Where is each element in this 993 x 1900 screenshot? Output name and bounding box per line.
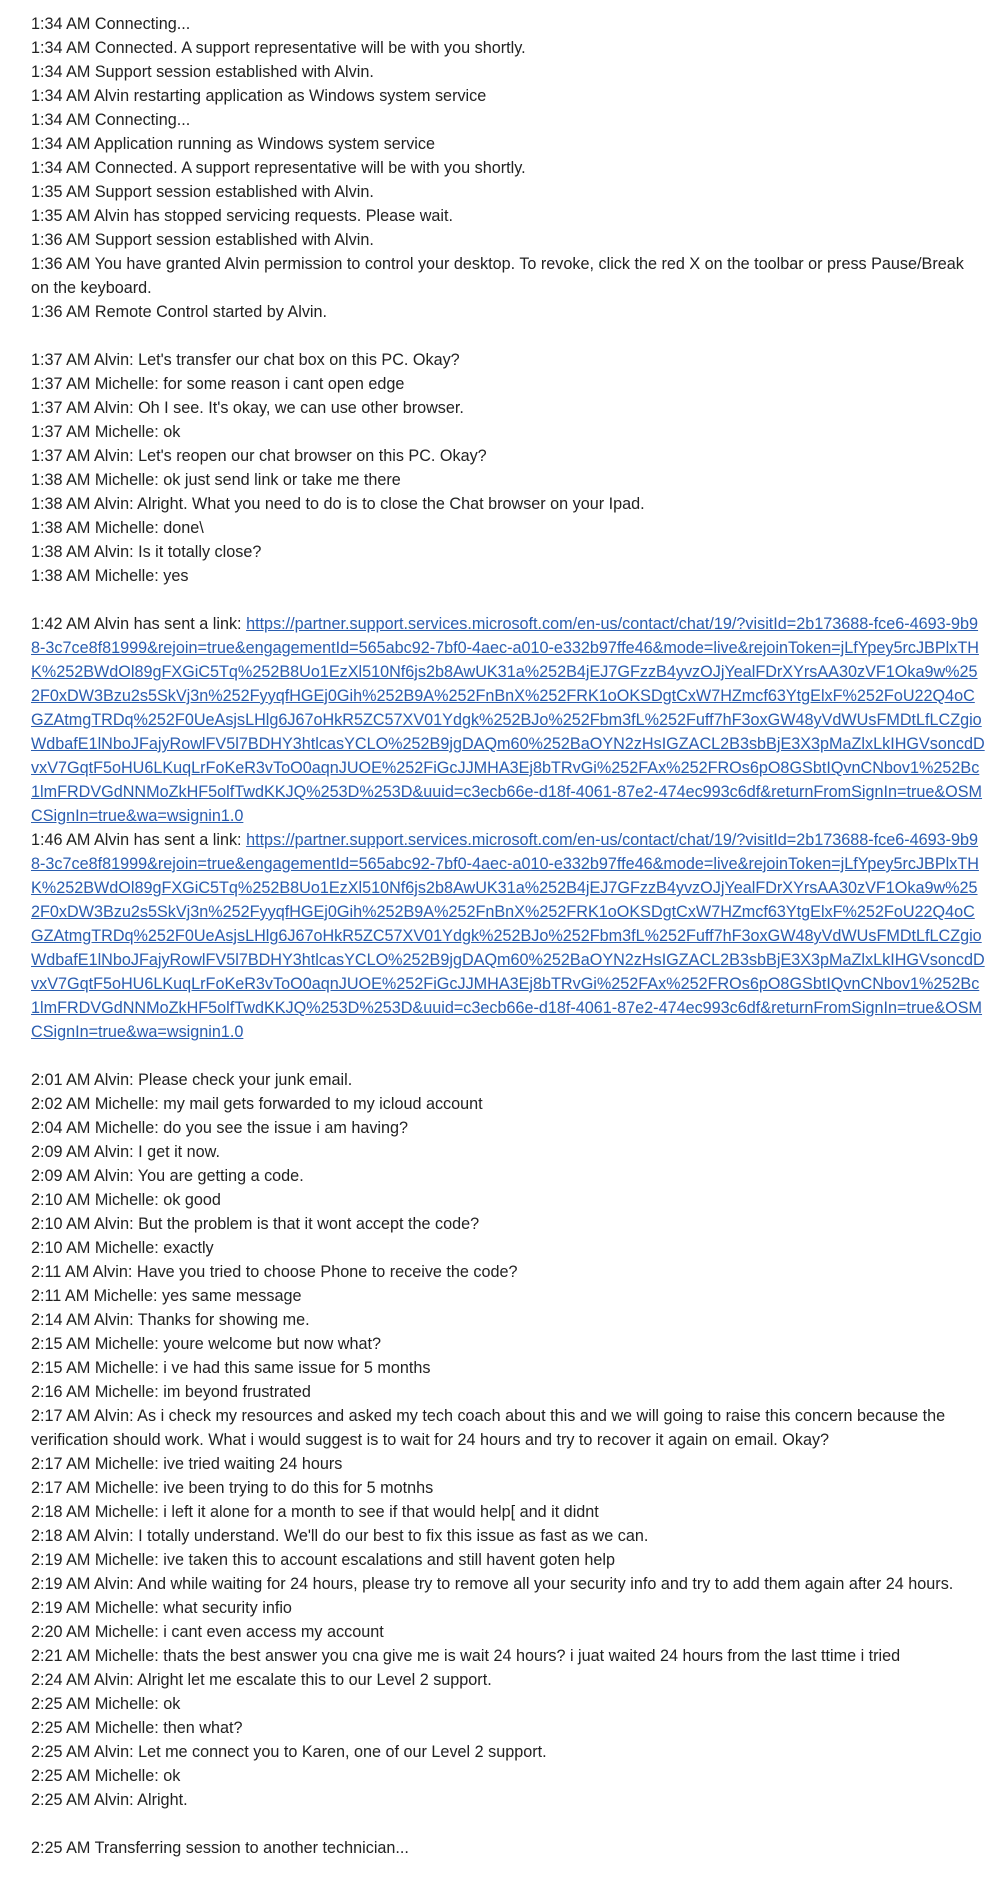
chat-message: 2:16 AM Michelle: im beyond frustrated — [31, 1383, 311, 1401]
spacer — [31, 1044, 986, 1068]
chat-link[interactable]: https://partner.support.services.microsoft.com/en-us/contact/chat/19/?visitId=2b173688-fce6-4693-9b98-3c7ce8f81999&rejoin=true&engagementId=565abc92-7bf0-4aec-a010-e332b97ffe46&mode=live&rejoinToken=jLfYpey5rcJBPlxTHK%252BWdOl89gFXGiC5Tq%252B8Uo1EzXl510Nf6js2b8AwUK31a%252B4jEJ7GFzzB4yvzOJjYealFDrXYrsAA30zVF1Oka9w%252F0xDW3Bzu2s5SkVj3n%252FyyqfHGEj0Gih%252B9A%252FnBnX%252FRK1oOKSDgtCxW7HZmcf63YtgElxF%252FoU22Q4oCGZAtmgTRDq%252F0UeAsjsLHlg6J67oHkR5ZC57XV01Ydgk%252BJo%252Fbm3fL%252Fuff7hF3oxGW48yVdWUsFMDtLfLCZgioWdbafE1lNboJFajyRowlFV5l7BDHY3htlcasYCLO%252B9jgDAQm60%252BaOYN2zHsIGZACL2B3sbBjE3X3pMaZlxLkIHGVsoncdDvxV7GqtF5oHU6LKuqLrFoKeR3vToO0aqnJUOE%252FiGcJJMHA3Ej8bTRvGi%252FAx%252FROs6pO8GSbtIQvnCNbov1%252Bc1lmFRDVGdNNMoZkHF5olfTwdKKJQ%253D%253D&uuid=c3ecb66e-d18f-4061-87e2-474ec993c6df&returnFromSignIn=true&OSMCSignIn=true&wa=wsignin1.0 — [31, 831, 985, 1041]
chat-message: 1:37 AM Alvin: Oh I see. It's okay, we can use other browser. — [31, 399, 464, 417]
link-message-prefix: 1:46 AM Alvin has sent a link: — [31, 831, 247, 849]
log-line: 1:35 AM Support session established with Alvin. — [31, 183, 374, 201]
chat-message: 1:38 AM Alvin: Alright. What you need to do is to close the Chat browser on your Ipad. — [31, 495, 645, 513]
chat-message: 2:20 AM Michelle: i cant even access my account — [31, 1623, 384, 1641]
chat-message: 1:38 AM Michelle: yes — [31, 567, 189, 585]
spacer — [31, 1812, 986, 1836]
log-line: 1:34 AM Connected. A support representative will be with you shortly. — [31, 159, 526, 177]
chat-message: 1:37 AM Alvin: Let's reopen our chat browser on this PC. Okay? — [31, 447, 487, 465]
log-line: 1:34 AM Connecting... — [31, 111, 191, 129]
chat-message: 2:01 AM Alvin: Please check your junk email. — [31, 1071, 353, 1089]
sent-link-message-1 — [31, 612, 986, 828]
chat-message: 2:10 AM Alvin: But the problem is that it wont accept the code? — [31, 1215, 480, 1233]
chat-messages-2 — [31, 1068, 986, 1812]
chat-message: 2:18 AM Alvin: I totally understand. We'll do our best to fix this issue as fast as we can. — [31, 1527, 649, 1545]
chat-message: 2:15 AM Michelle: youre welcome but now what? — [31, 1335, 382, 1353]
log-line: 1:34 AM Connecting... — [31, 15, 191, 33]
chat-transcript — [31, 12, 986, 1860]
chat-message: 2:19 AM Michelle: ive taken this to account escalations and still havent goten help — [31, 1551, 615, 1569]
chat-message: 2:02 AM Michelle: my mail gets forwarded to my icloud account — [31, 1095, 483, 1113]
log-line: 1:34 AM Support session established with Alvin. — [31, 63, 374, 81]
chat-message: 2:17 AM Michelle: ive tried waiting 24 hours — [31, 1455, 343, 1473]
chat-message: 2:17 AM Michelle: ive been trying to do this for 5 motnhs — [31, 1479, 434, 1497]
link-message-prefix: 1:42 AM Alvin has sent a link: — [31, 615, 247, 633]
chat-message: 2:09 AM Alvin: I get it now. — [31, 1143, 220, 1161]
chat-message: 2:11 AM Alvin: Have you tried to choose Phone to receive the code? — [31, 1263, 518, 1281]
log-line: 1:34 AM Connected. A support representative will be with you shortly. — [31, 39, 526, 57]
chat-message: 2:11 AM Michelle: yes same message — [31, 1287, 302, 1305]
chat-message: 1:38 AM Alvin: Is it totally close? — [31, 543, 262, 561]
chat-messages-1 — [31, 348, 986, 588]
chat-message: 2:25 AM Michelle: ok — [31, 1767, 181, 1785]
chat-message: 2:24 AM Alvin: Alright let me escalate this to our Level 2 support. — [31, 1671, 492, 1689]
chat-message: 2:10 AM Michelle: exactly — [31, 1239, 214, 1257]
chat-message: 2:25 AM Michelle: then what? — [31, 1719, 243, 1737]
log-line: 1:36 AM Remote Control started by Alvin. — [31, 303, 328, 321]
chat-message: 2:15 AM Michelle: i ve had this same issue for 5 months — [31, 1359, 431, 1377]
spacer — [31, 324, 986, 348]
chat-message: 2:10 AM Michelle: ok good — [31, 1191, 221, 1209]
session-events — [31, 12, 986, 324]
chat-message: 2:21 AM Michelle: thats the best answer you cna give me is wait 24 hours? i juat waited 24 hours from the last ttime i tried — [31, 1647, 901, 1665]
chat-link[interactable]: https://partner.support.services.microsoft.com/en-us/contact/chat/19/?visitId=2b173688-fce6-4693-9b98-3c7ce8f81999&rejoin=true&engagementId=565abc92-7bf0-4aec-a010-e332b97ffe46&mode=live&rejoinToken=jLfYpey5rcJBPlxTHK%252BWdOl89gFXGiC5Tq%252B8Uo1EzXl510Nf6js2b8AwUK31a%252B4jEJ7GFzzB4yvzOJjYealFDrXYrsAA30zVF1Oka9w%252F0xDW3Bzu2s5SkVj3n%252FyyqfHGEj0Gih%252B9A%252FnBnX%252FRK1oOKSDgtCxW7HZmcf63YtgElxF%252FoU22Q4oCGZAtmgTRDq%252F0UeAsjsLHlg6J67oHkR5ZC57XV01Ydgk%252BJo%252Fbm3fL%252Fuff7hF3oxGW48yVdWUsFMDtLfLCZgioWdbafE1lNboJFajyRowlFV5l7BDHY3htlcasYCLO%252B9jgDAQm60%252BaOYN2zHsIGZACL2B3sbBjE3X3pMaZlxLkIHGVsoncdDvxV7GqtF5oHU6LKuqLrFoKeR3vToO0aqnJUOE%252FiGcJJMHA3Ej8bTRvGi%252FAx%252FROs6pO8GSbtIQvnCNbov1%252Bc1lmFRDVGdNNMoZkHF5olfTwdKKJQ%253D%253D&uuid=c3ecb66e-d18f-4061-87e2-474ec993c6df&returnFromSignIn=true&OSMCSignIn=true&wa=wsignin1.0 — [31, 615, 985, 825]
transfer-status-line: 2:25 AM Transferring session to another technician... — [31, 1839, 409, 1857]
sent-link-message-2 — [31, 828, 986, 1044]
chat-message: 2:17 AM Alvin: As i check my resources and asked my tech coach about this and we will going to raise this concern because the verification should work. What i would suggest is to wait for 24 hours and try to recover it again on email. Okay? — [31, 1407, 946, 1449]
chat-message: 2:04 AM Michelle: do you see the issue i am having? — [31, 1119, 409, 1137]
chat-message: 2:25 AM Alvin: Let me connect you to Karen, one of our Level 2 support. — [31, 1743, 547, 1761]
chat-message: 1:38 AM Michelle: ok just send link or take me there — [31, 471, 401, 489]
log-line: 1:34 AM Alvin restarting application as Windows system service — [31, 87, 487, 105]
chat-message: 2:25 AM Michelle: ok — [31, 1695, 181, 1713]
spacer — [31, 588, 986, 612]
chat-message: 2:09 AM Alvin: You are getting a code. — [31, 1167, 304, 1185]
log-line: 1:36 AM You have granted Alvin permission to control your desktop. To revoke, click the red X on the toolbar or press Pause/Break on the keyboard. — [31, 255, 964, 297]
chat-message: 1:37 AM Michelle: ok — [31, 423, 181, 441]
chat-message: 2:25 AM Alvin: Alright. — [31, 1791, 188, 1809]
chat-message: 2:19 AM Michelle: what security infio — [31, 1599, 292, 1617]
chat-message: 2:18 AM Michelle: i left it alone for a month to see if that would help[ and it didnt — [31, 1503, 599, 1521]
chat-message: 1:37 AM Alvin: Let's transfer our chat box on this PC. Okay? — [31, 351, 460, 369]
chat-message: 2:14 AM Alvin: Thanks for showing me. — [31, 1311, 310, 1329]
log-line: 1:35 AM Alvin has stopped servicing requests. Please wait. — [31, 207, 454, 225]
chat-message: 2:19 AM Alvin: And while waiting for 24 hours, please try to remove all your security info and try to add them again after 24 hours. — [31, 1575, 954, 1593]
log-line: 1:34 AM Application running as Windows system service — [31, 135, 435, 153]
log-line: 1:36 AM Support session established with Alvin. — [31, 231, 374, 249]
chat-message: 1:38 AM Michelle: done\ — [31, 519, 204, 537]
chat-message: 1:37 AM Michelle: for some reason i cant open edge — [31, 375, 405, 393]
